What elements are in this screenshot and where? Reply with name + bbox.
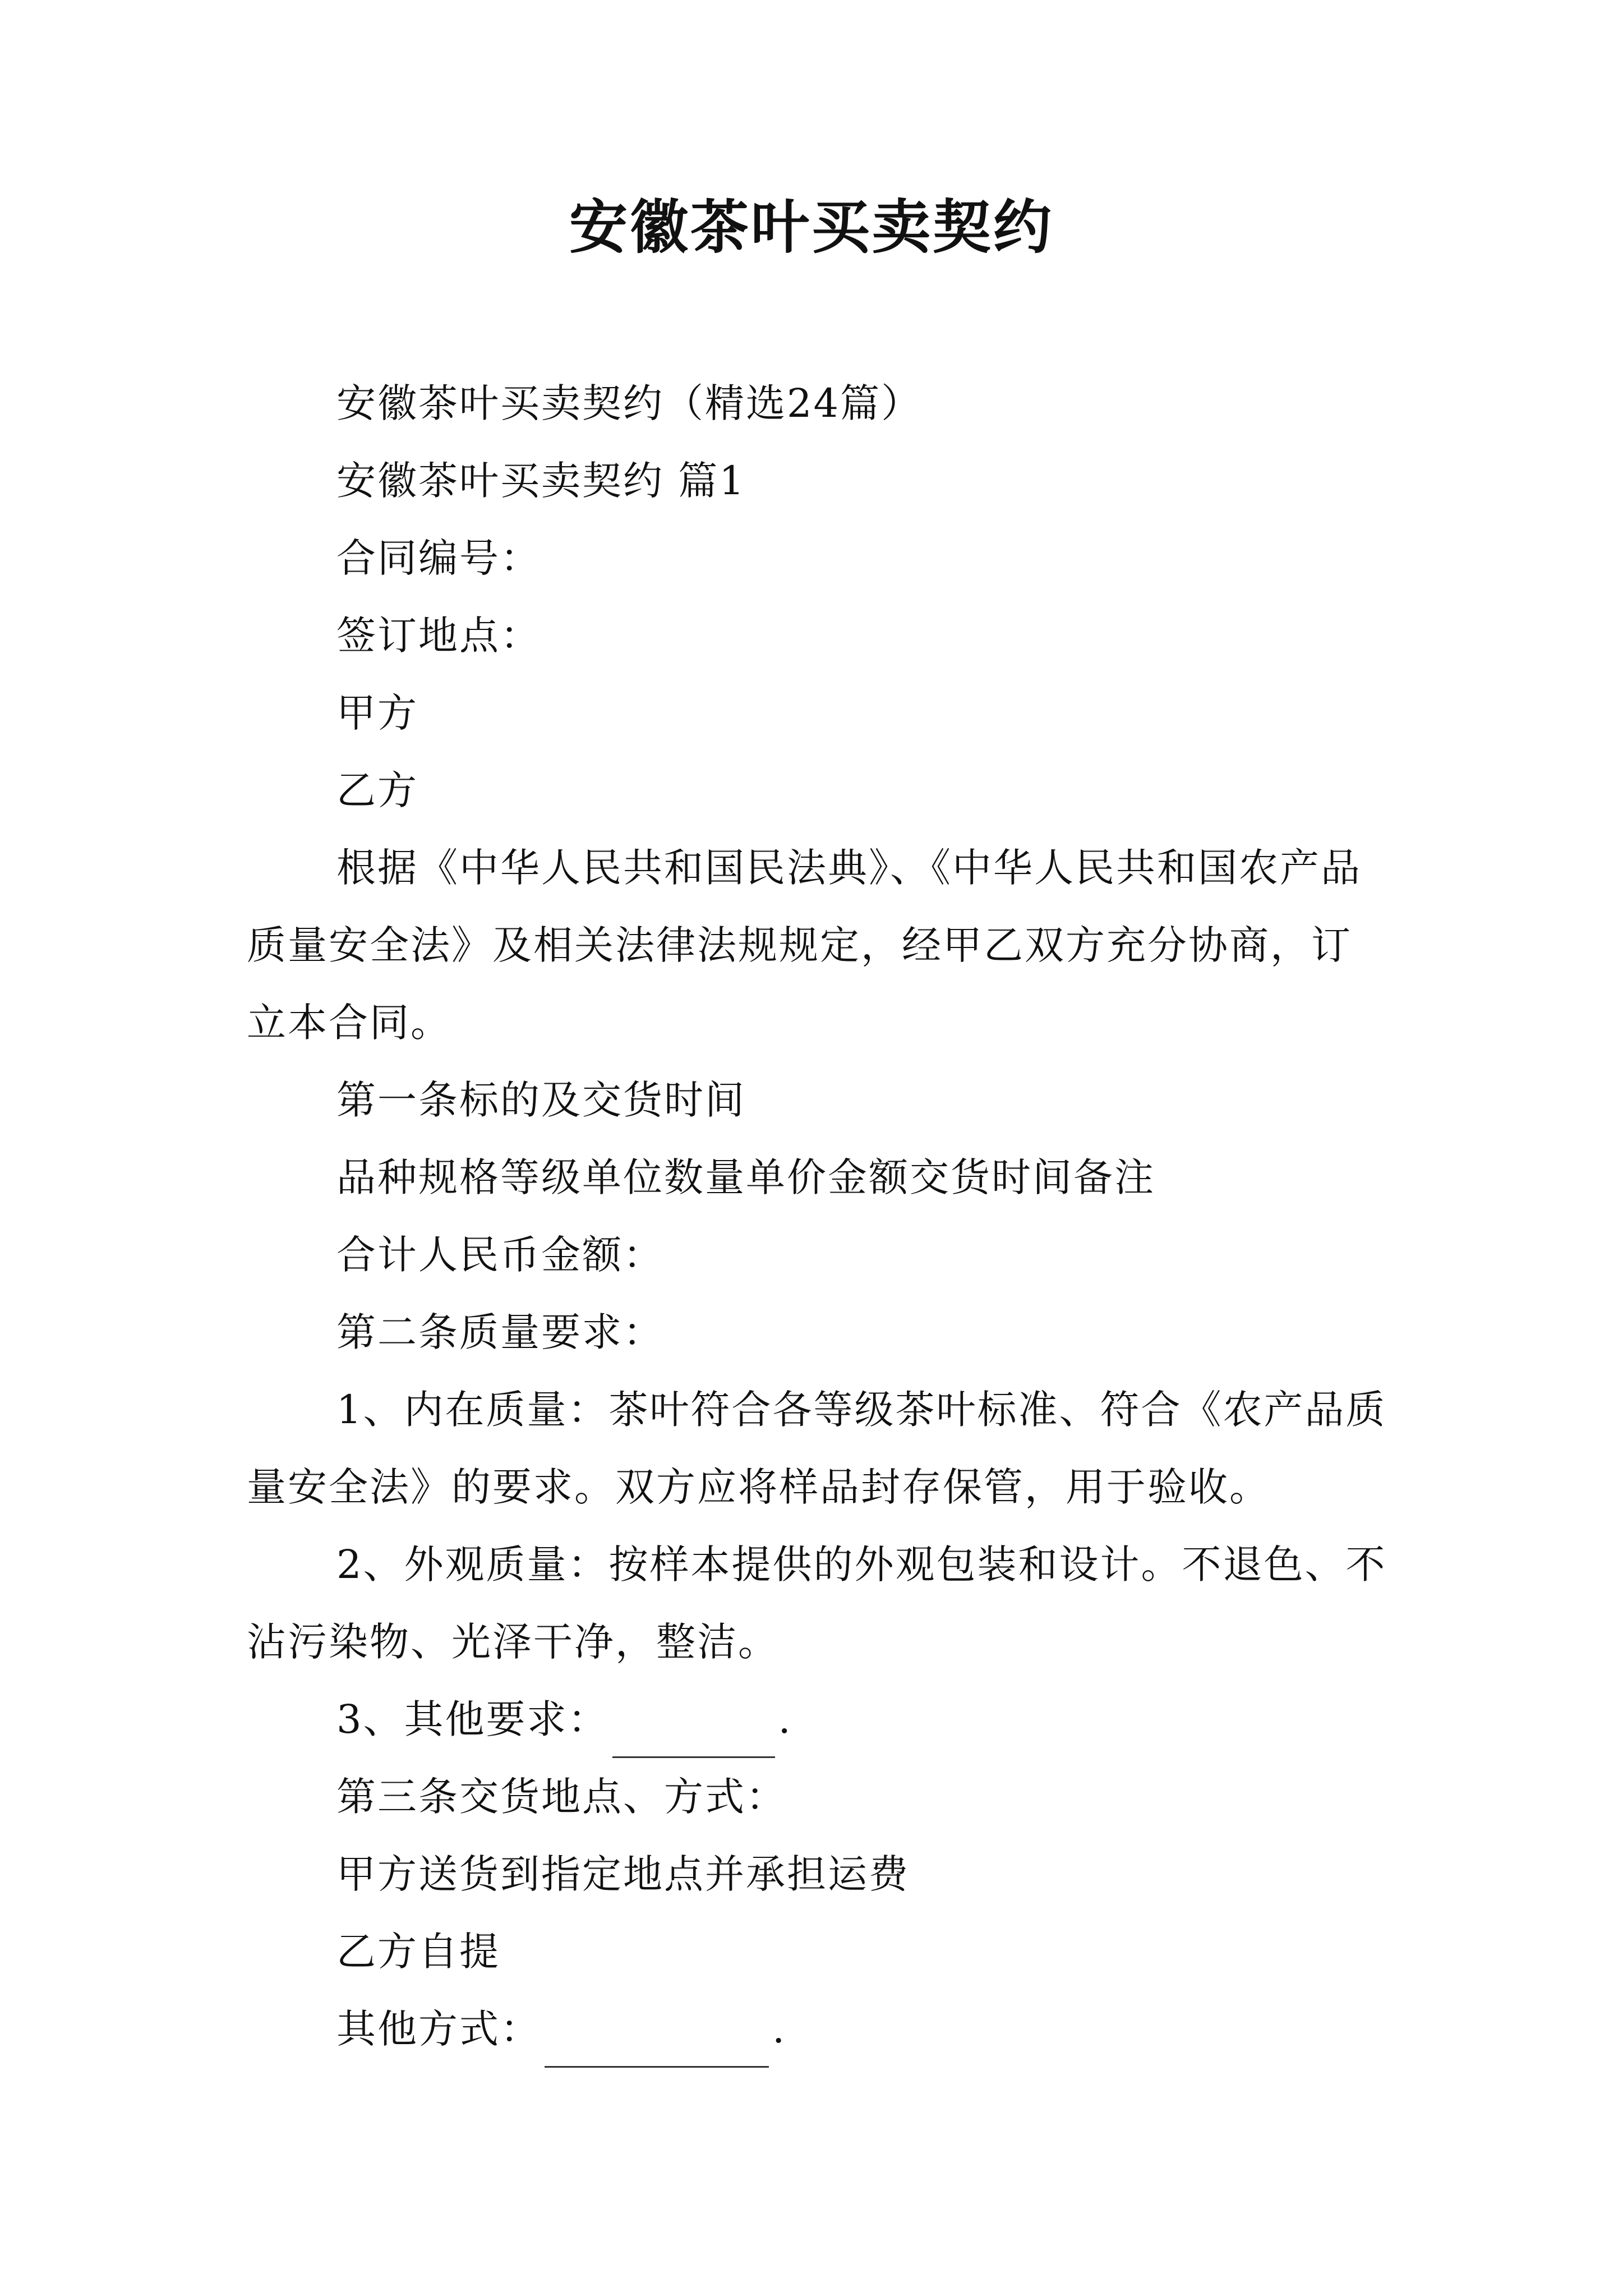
- other-delivery-method-line: [247, 1990, 1391, 2068]
- item-table-header-line: 品种规格等级单位数量单价金额交货时间备注: [336, 1154, 1155, 1200]
- party-a-label: 甲方: [336, 690, 418, 736]
- delivery-option-party-a: 甲方送货到指定地点并承担运费: [336, 1851, 910, 1897]
- legal-basis-paragraph: 根据《中华人民共和国民法典》、《中华人民共和国农产品质量安全法》及相关法律法规规定，经甲乙双方充分协商，订立本合同。: [247, 845, 1362, 1046]
- section-heading: 安徽茶叶买卖契约 篇1: [336, 458, 746, 504]
- other-requirements-label: 3、其他要求：: [336, 1696, 609, 1742]
- blank-suffix: .: [772, 2006, 787, 2052]
- signing-location-label: 签订地点：: [336, 613, 541, 659]
- intrinsic-quality-paragraph: 1、内在质量：茶叶符合各等级茶叶标准、符合《农产品质量安全法》的要求。双方应将样品封存保管，用于验收。: [247, 1387, 1387, 1510]
- blank-suffix: .: [778, 1696, 792, 1742]
- other-delivery-method-label: 其他方式：: [336, 2006, 541, 2052]
- other-requirements-line: [247, 1681, 1391, 1758]
- subtitle-line: 安徽茶叶买卖契约（精选24篇）: [336, 380, 923, 426]
- contract-number-label: 合同编号：: [336, 535, 541, 581]
- article-three-heading: 第三条交货地点、方式：: [336, 1774, 787, 1820]
- document-body: [247, 365, 1391, 2068]
- total-amount-label: 合计人民币金额：: [336, 1232, 664, 1278]
- document-title: 安徽茶叶买卖契约: [569, 192, 1054, 261]
- fill-in-blank: [545, 2022, 769, 2068]
- article-one-heading: 第一条标的及交货时间: [336, 1077, 746, 1123]
- fill-in-blank: [612, 1713, 775, 1758]
- article-two-heading: 第二条质量要求：: [336, 1309, 664, 1355]
- delivery-option-party-b: 乙方自提: [336, 1929, 500, 1975]
- appearance-quality-paragraph: 2、外观质量：按样本提供的外观包装和设计。不退色、不沾污染物、光泽干净，整洁。: [247, 1542, 1387, 1665]
- party-b-label: 乙方: [336, 767, 418, 813]
